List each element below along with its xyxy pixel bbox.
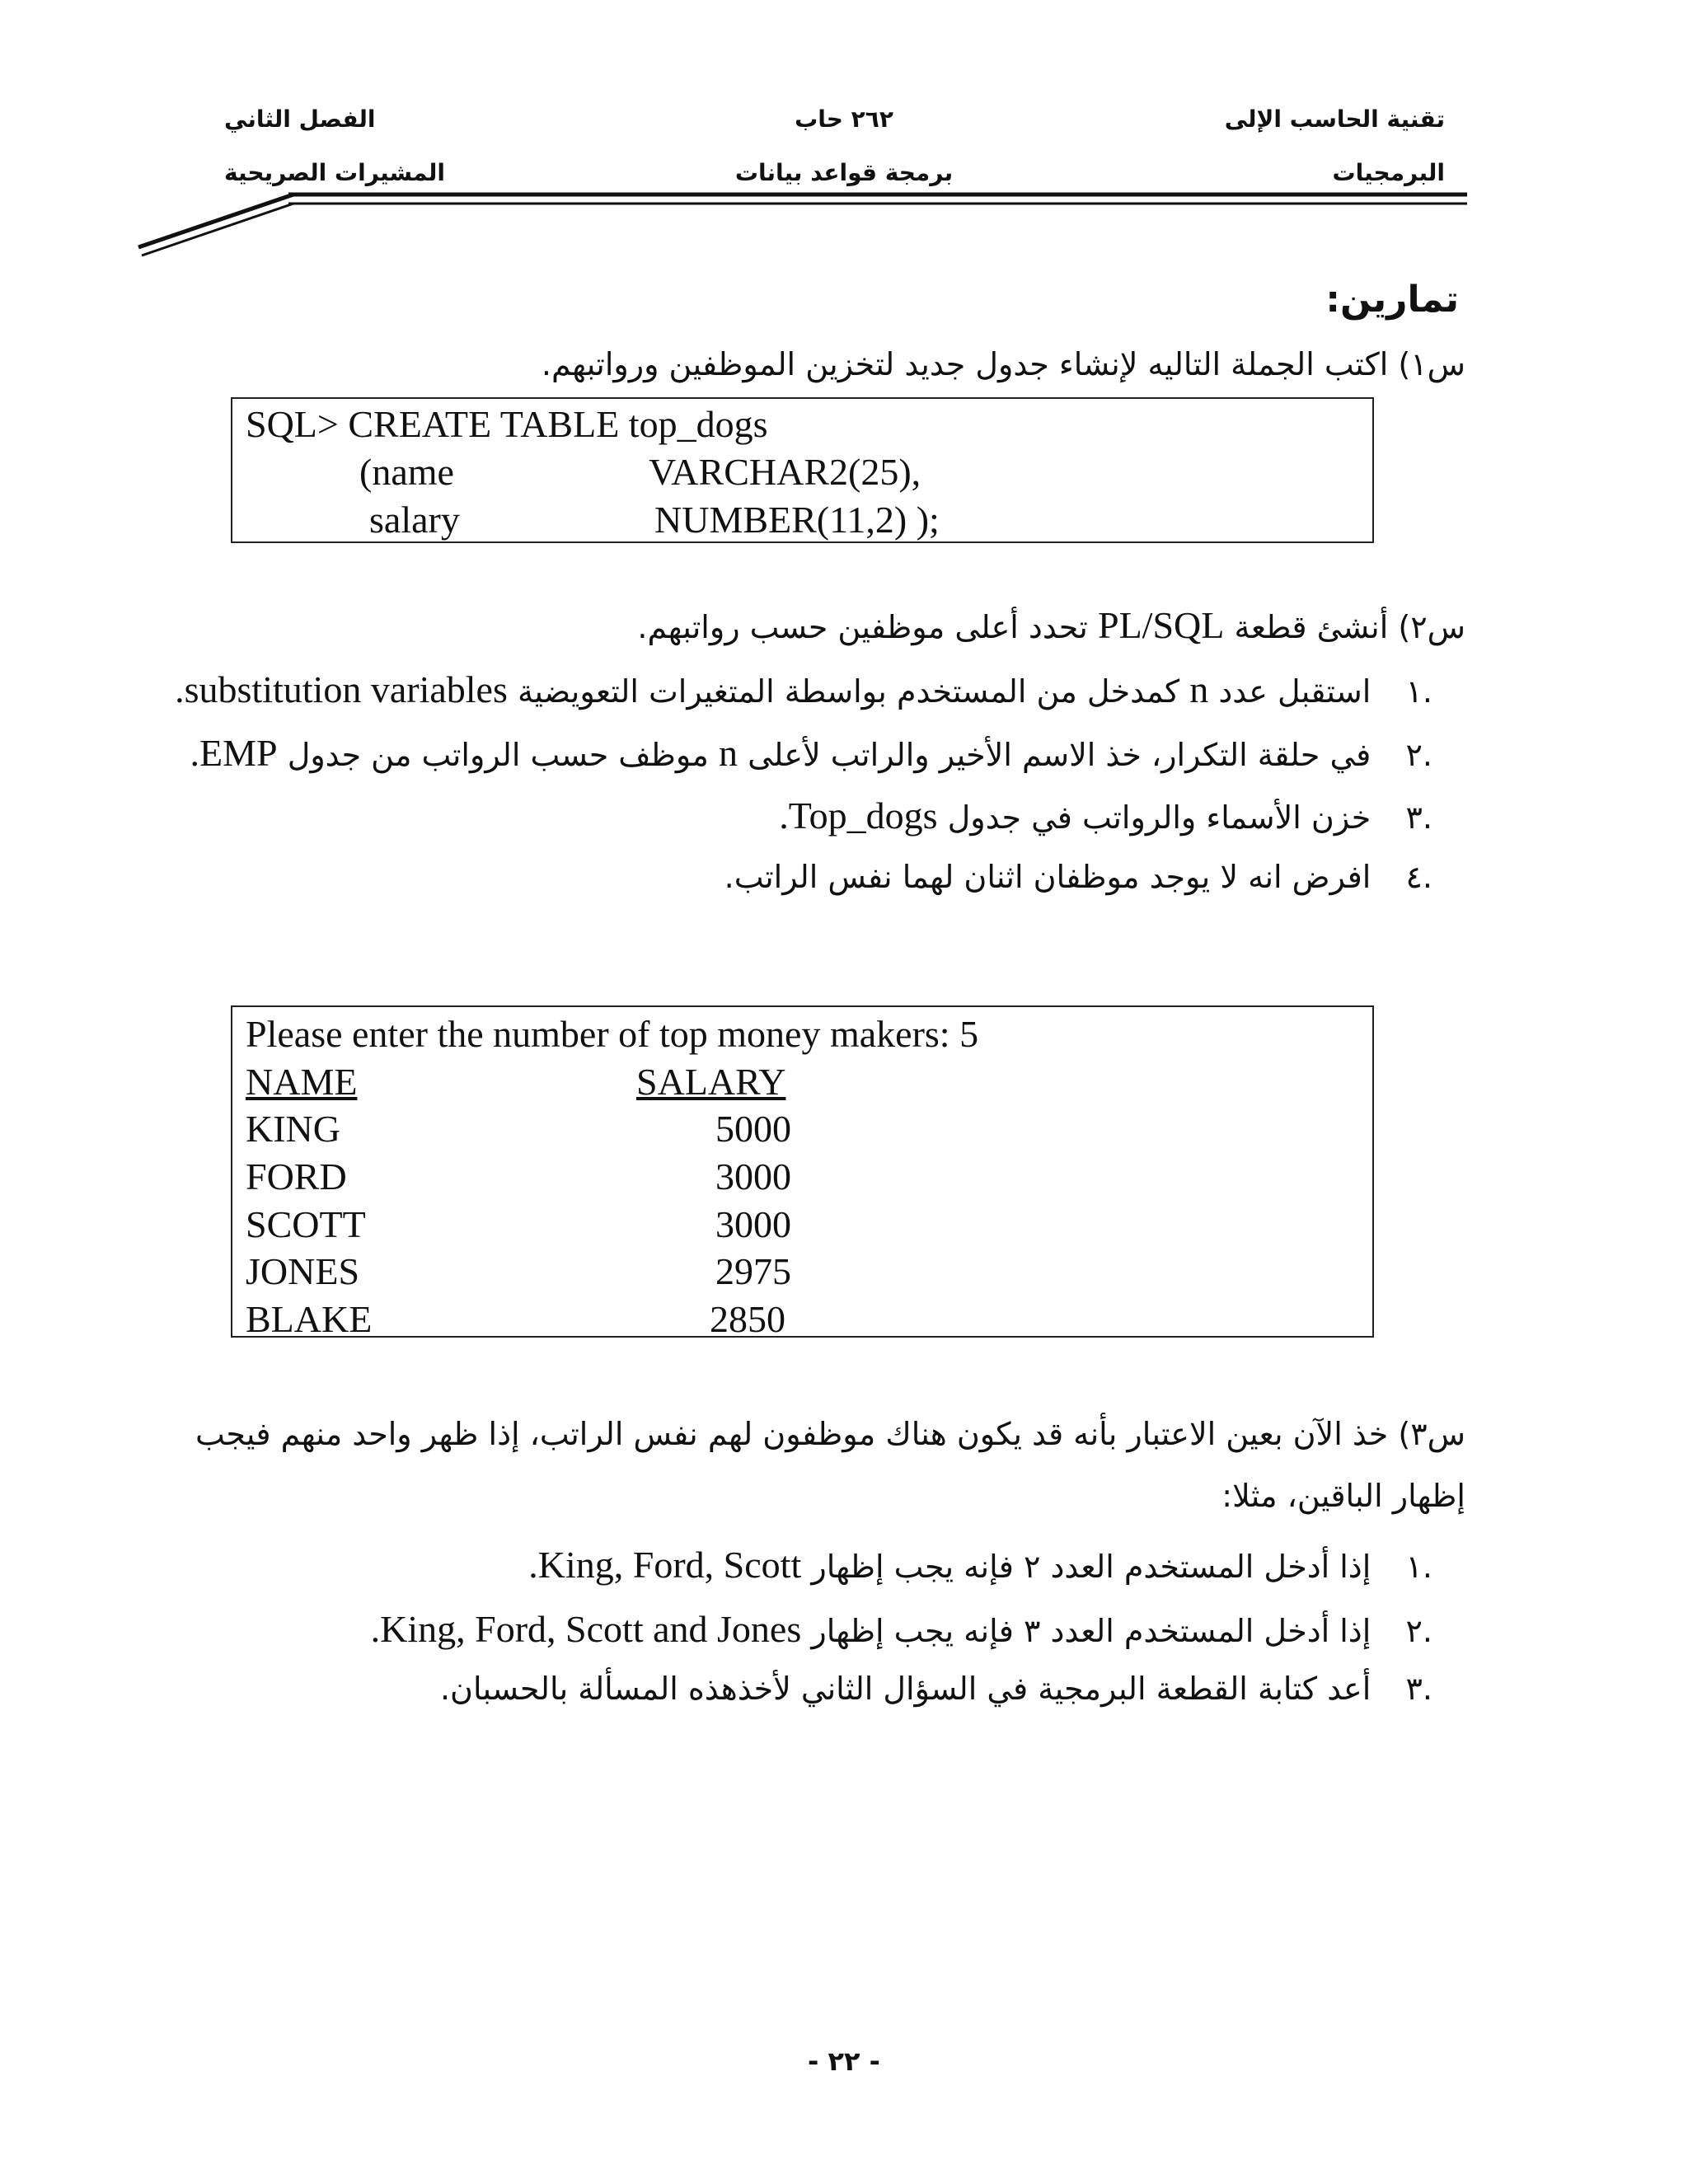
item-number: .٢ (1405, 737, 1432, 773)
question-3-item-1 (528, 1543, 1432, 1586)
item-period: . (190, 732, 200, 774)
question-1-text: س١) اكتب الجملة التاليه لإنشاء جدول جديد لتخزين الموظفين ورواتبهم. (541, 346, 1465, 382)
header-department: تقنية الحاسب الإلى (1224, 105, 1445, 133)
item-number: .١ (1405, 1549, 1432, 1585)
output-row-salary: 3000 (715, 1203, 791, 1245)
item-text-mid: موظف حسب الرواتب من جدول (287, 737, 709, 773)
item-period: . (528, 1544, 538, 1586)
output-row-name: FORD (246, 1155, 347, 1197)
item-text-mid: كمدخل من المستخدم بواسطة المتغيرات التعويضية (517, 673, 1180, 710)
item-period: . (779, 794, 789, 837)
code-col-name: (name (359, 451, 454, 493)
header-major: البرمجيات (1332, 159, 1445, 186)
output-row-salary: 3000 (715, 1155, 791, 1197)
code-line-1: SQL> CREATE TABLE top_dogs (246, 403, 768, 445)
question-3-item-2 (371, 1607, 1432, 1651)
code-col-salary: salary (369, 499, 460, 541)
code-col-name-type: VARCHAR2(25), (649, 451, 921, 493)
output-row-name: JONES (246, 1250, 360, 1292)
item-text: إذا أدخل المستخدم العدد ٣ فإنه يجب إظهار (811, 1613, 1372, 1649)
question-3-line-1: س٣) خذ الآن بعين الاعتبار بأنه قد يكون هناك موظفون لهم نفس الراتب، إذا ظهر واحد منهم فيجب (195, 1416, 1465, 1452)
create-table-code-box (231, 397, 1374, 543)
output-prompt: Please enter the number of top money makers: 5 (246, 1013, 979, 1055)
header-course-title: برمجة قواعد بيانات (734, 159, 954, 186)
item-text: افرض انه لا يوجد موظفان اثنان لهما نفس الراتب. (724, 859, 1372, 895)
item-period: . (175, 668, 185, 710)
sample-output-box (231, 1005, 1374, 1338)
header-chapter-title: المشيرات الصريحية (224, 159, 445, 186)
item-number: .١ (1405, 673, 1432, 710)
output-row-name: SCOTT (246, 1203, 366, 1245)
output-row-salary: 2850 (710, 1298, 785, 1340)
output-row-salary: 5000 (715, 1108, 791, 1150)
item-text: أعد كتابة القطعة البرمجية في السؤال الثاني لأخذهذه المسألة بالحسبان. (439, 1671, 1372, 1707)
item-number: .٣ (1405, 1671, 1432, 1707)
item-text: خزن الأسماء والرواتب في جدول (947, 799, 1372, 836)
question-3-line-2: إظهار الباقين، مثلا: (1221, 1478, 1465, 1514)
question-2-item-4 (724, 859, 1432, 895)
item-term-2: EMP (199, 732, 278, 774)
output-row-name: BLAKE (246, 1298, 373, 1340)
question-2-item-3 (779, 794, 1432, 837)
item-term: n (718, 732, 738, 774)
item-term: Top_dogs (788, 794, 938, 837)
item-number: .٤ (1405, 859, 1432, 895)
item-number: .٢ (1405, 1613, 1432, 1649)
item-term: King, Ford, Scott (537, 1544, 802, 1586)
item-text: إذا أدخل المستخدم العدد ٢ فإنه يجب إظهار (811, 1549, 1372, 1585)
code-col-salary-type: NUMBER(11,2) ); (654, 499, 940, 541)
item-period: . (370, 1608, 381, 1650)
question-2-item-1 (175, 668, 1432, 711)
item-text: استقبل عدد (1218, 673, 1372, 710)
question-2-suffix: تحدد أعلى موظفين حسب رواتبهم. (637, 609, 1088, 645)
item-text: في حلقة التكرار، خذ الاسم الأخير والراتب لأعلى (748, 737, 1372, 773)
output-row-name: KING (246, 1108, 340, 1150)
question-2-prefix: س٢) أنشئ قطعة (1234, 609, 1465, 645)
item-number: .٣ (1405, 799, 1432, 836)
question-3-item-3 (440, 1671, 1432, 1707)
item-term-2: substitution variables (184, 668, 508, 710)
exercises-title: تمارين: (1325, 279, 1459, 321)
question-2-term: PL/SQL (1097, 604, 1225, 646)
header-rule (0, 0, 1688, 272)
output-row-salary: 2975 (715, 1250, 791, 1292)
item-term: King, Ford, Scott and Jones (380, 1608, 802, 1650)
question-2-intro (637, 603, 1465, 647)
output-header-name: NAME (246, 1061, 358, 1103)
header-chapter: الفصل الثاني (224, 105, 376, 133)
item-term: n (1189, 668, 1209, 710)
question-2-item-2 (190, 731, 1432, 775)
output-header-salary: SALARY (636, 1061, 786, 1103)
header-course-code: ٢٦٢ حاب (795, 105, 893, 133)
page-number: - ٢٢ - (808, 2046, 880, 2077)
